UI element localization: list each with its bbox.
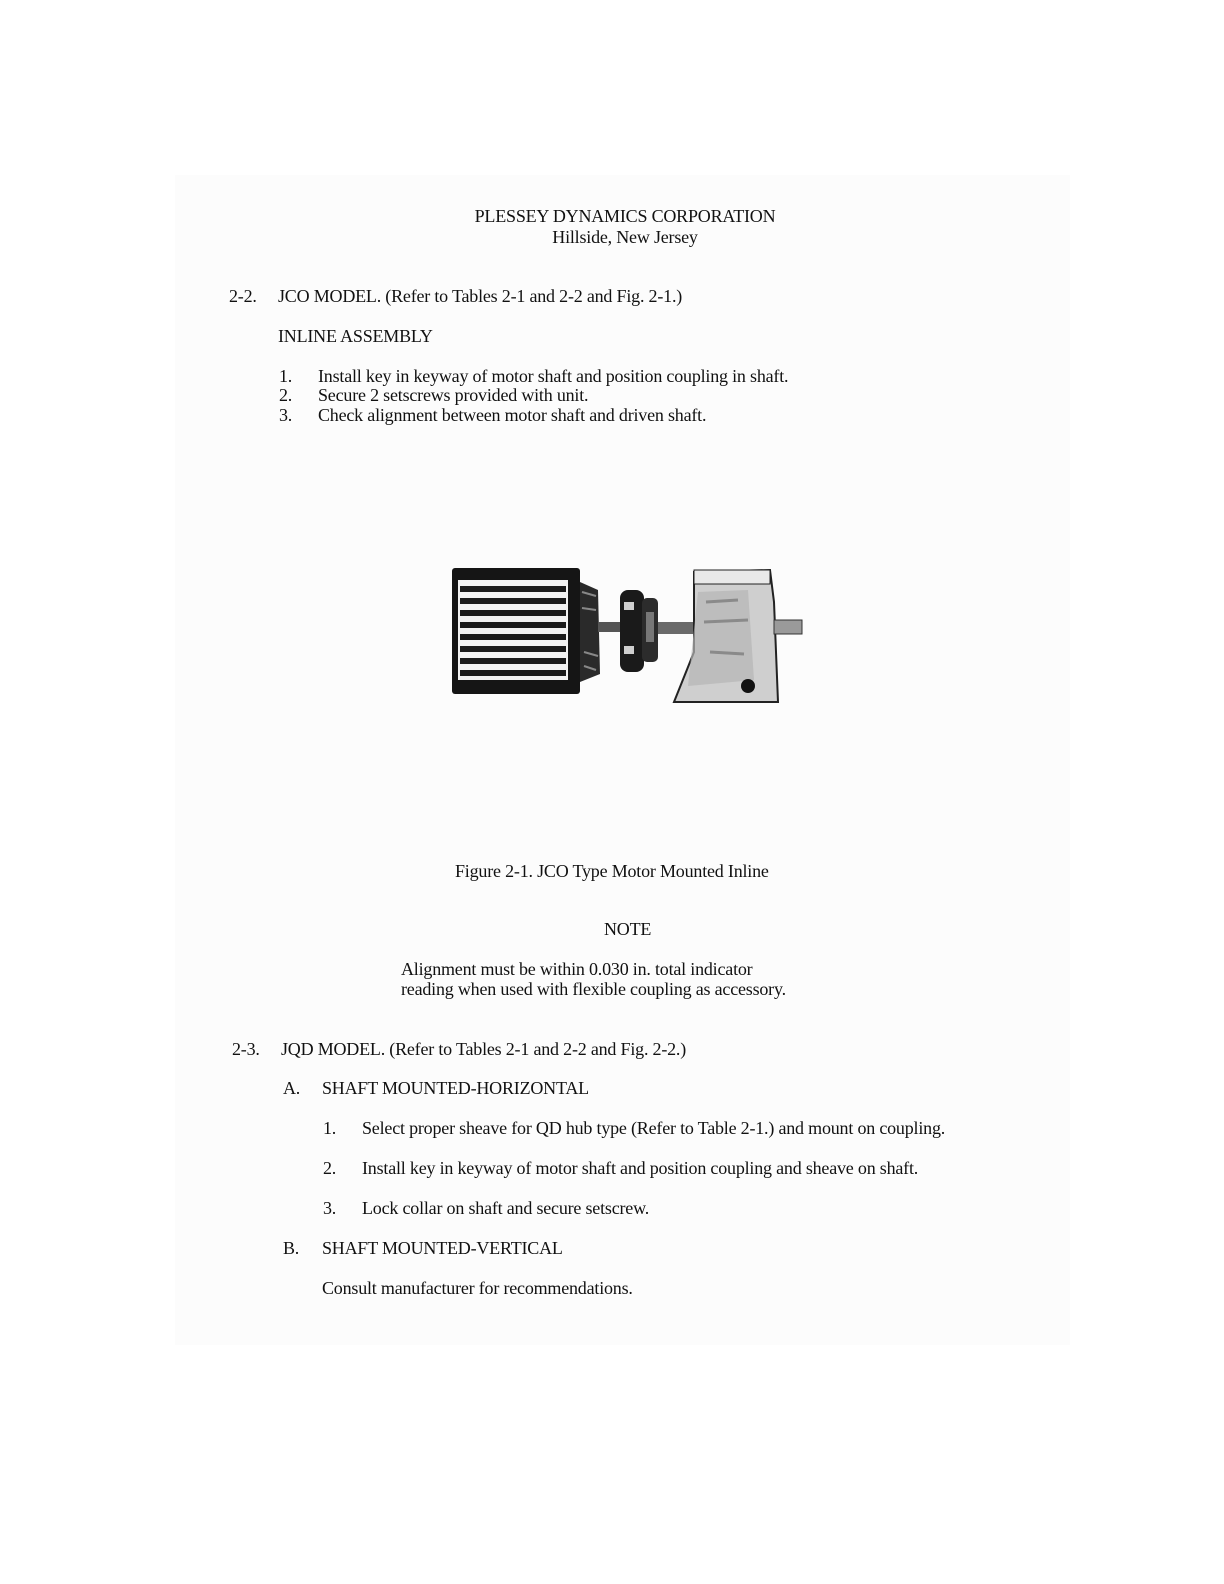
subsection-a-title: SHAFT MOUNTED-HORIZONTAL [322, 1078, 589, 1098]
motor-coupling-illustration [448, 562, 808, 710]
note-line-1: Alignment must be within 0.030 in. total indicator [401, 959, 753, 979]
step-number: 2. [279, 385, 293, 405]
motor-shaft [598, 622, 622, 632]
step-text: Install key in keyway of motor shaft and position coupling and sheave on shaft. [362, 1158, 919, 1178]
section-2-2-number: 2-2. [229, 286, 257, 306]
subsection-b-letter: B. [283, 1238, 300, 1258]
step-text: Select proper sheave for QD hub type (Refer to Table 2-1.) and mount on coupling. [362, 1118, 946, 1138]
motor-coupling-photo [448, 562, 808, 710]
step-text: Install key in keyway of motor shaft and position coupling in shaft. [318, 366, 789, 386]
step-number: 3. [323, 1198, 337, 1218]
step-number: 1. [279, 366, 293, 386]
note-line-2: reading when used with flexible coupling as accessory. [401, 979, 786, 999]
step-number: 2. [323, 1158, 337, 1178]
section-2-2-title: JCO MODEL. (Refer to Tables 2-1 and 2-2 and Fig. 2-1.) [278, 286, 683, 306]
company-name: PLESSEY DYNAMICS CORPORATION [474, 206, 776, 226]
step-number: 1. [323, 1118, 337, 1138]
company-location: Hillside, New Jersey [552, 227, 698, 247]
subsection-b-title: SHAFT MOUNTED-VERTICAL [322, 1238, 563, 1258]
step-text: Check alignment between motor shaft and driven shaft. [318, 405, 707, 425]
motor-fin-panel [458, 580, 568, 680]
step-text: Secure 2 setscrews provided with unit. [318, 385, 589, 405]
note-heading: NOTE [604, 919, 652, 939]
figure-caption: Figure 2-1. JCO Type Motor Mounted Inline [455, 861, 769, 881]
driven-shaft [658, 622, 698, 634]
section-2-3-title: JQD MODEL. (Refer to Tables 2-1 and 2-2 and Fig. 2-2.) [281, 1039, 687, 1059]
subsection-b-body: Consult manufacturer for recommendations. [322, 1278, 633, 1298]
section-2-2-subtitle: INLINE ASSEMBLY [278, 326, 433, 346]
subsection-a-letter: A. [283, 1078, 301, 1098]
step-text: Lock collar on shaft and secure setscrew. [362, 1198, 650, 1218]
section-2-3-number: 2-3. [232, 1039, 260, 1059]
output-shaft [774, 620, 802, 634]
step-number: 3. [279, 405, 293, 425]
housing-mount-hole [741, 679, 755, 693]
